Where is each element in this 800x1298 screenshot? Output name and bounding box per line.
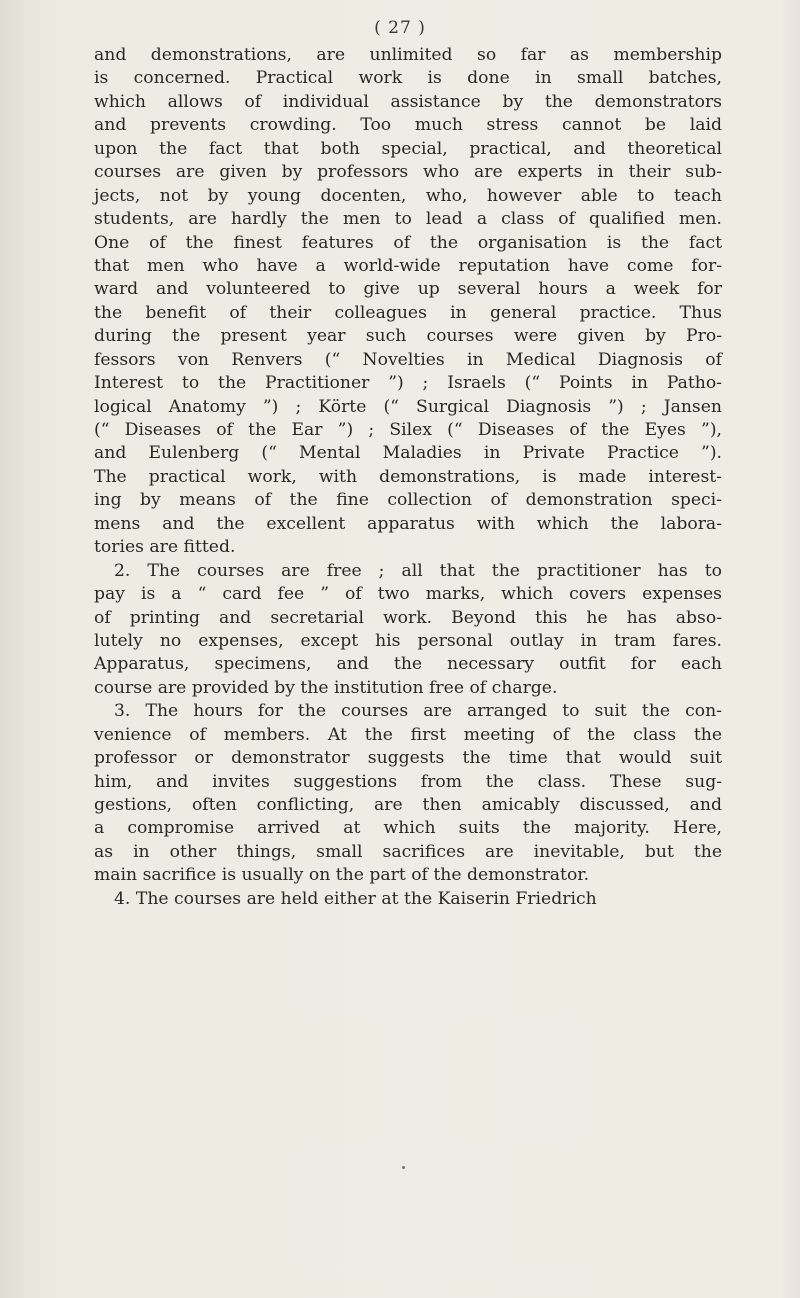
text-line: logical Anatomy ”) ; Körte (“ Surgical Diagnosis ”) ; Jansen: [94, 396, 722, 417]
text-line: professor or demonstrator suggests the time that would suit: [94, 748, 722, 769]
text-line: him, and invites suggestions from the class. These sug-: [94, 771, 722, 792]
text-line: One of the finest features of the organisation is the fact: [94, 232, 722, 253]
text-line: is concerned. Practical work is done in small batches,: [94, 68, 722, 89]
text-line: upon the fact that both special, practical, and theoretical: [94, 138, 722, 159]
text-line: (“ Diseases of the Ear ”) ; Silex (“ Diseases of the Eyes ”),: [94, 420, 722, 440]
text-line: courses are given by professors who are experts in their sub-: [94, 162, 722, 183]
text-line: main sacrifice is usually on the part of the demonstrator.: [94, 865, 590, 886]
text-line: fessors von Renvers (“ Novelties in Medical Diagnosis of: [94, 349, 722, 370]
text-line: 3. The hours for the courses are arranged to suit the con-: [114, 701, 722, 722]
text-line: lutely no expenses, except his personal outlay in tram fares.: [94, 630, 722, 651]
text-line: as in other things, small sacrifices are inevitable, but the: [94, 841, 722, 862]
text-line: the benefit of their colleagues in general practice. Thus: [94, 302, 722, 323]
text-line: and Eulenberg (“ Mental Maladies in Private Practice ”).: [94, 443, 722, 464]
text-line: ing by means of the fine collection of demonstration speci-: [94, 490, 722, 511]
text-line: gestions, often conflicting, are then amicably discussed, and: [94, 795, 722, 815]
text-line: during the present year such courses were given by Pro-: [94, 326, 722, 347]
text-line: tories are fitted.: [94, 537, 236, 558]
text-line: The practical work, with demonstrations, is made interest-: [94, 466, 722, 487]
paper-speck: [402, 1166, 405, 1169]
body-text: [94, 44, 722, 911]
text-line: students, are hardly the men to lead a class of qualified men.: [94, 209, 722, 230]
text-line: 4. The courses are held either at the Kaiserin Friedrich: [114, 888, 597, 909]
text-line: 2. The courses are free ; all that the practitioner has to: [114, 560, 722, 581]
text-line: and demonstrations, are unlimited so far as membership: [94, 45, 722, 65]
text-line: jects, not by young docenten, who, however able to teach: [94, 185, 722, 206]
text-line: Apparatus, specimens, and the necessary outfit for each: [94, 654, 722, 675]
text-line: a compromise arrived at which suits the majority. Here,: [94, 818, 722, 839]
text-line: course are provided by the institution free of charge.: [94, 677, 558, 698]
text-line: mens and the excellent apparatus with which the labora-: [94, 513, 722, 534]
text-line: of printing and secretarial work. Beyond this he has abso-: [94, 607, 722, 628]
text-line: Interest to the Practitioner ”) ; Israels (“ Points in Patho-: [94, 373, 722, 394]
text-line: and prevents crowding. Too much stress cannot be laid: [94, 115, 722, 136]
text-line: ward and volunteered to give up several hours a week for: [94, 279, 722, 300]
page-number: ( 27 ): [374, 18, 426, 38]
text-line: which allows of individual assistance by the demonstrators: [94, 91, 722, 112]
text-line: pay is a “ card fee ” of two marks, which covers expenses: [94, 584, 722, 605]
text-line: that men who have a world-wide reputation have come for-: [94, 255, 722, 276]
text-line: venience of members. At the first meeting of the class the: [94, 724, 722, 745]
